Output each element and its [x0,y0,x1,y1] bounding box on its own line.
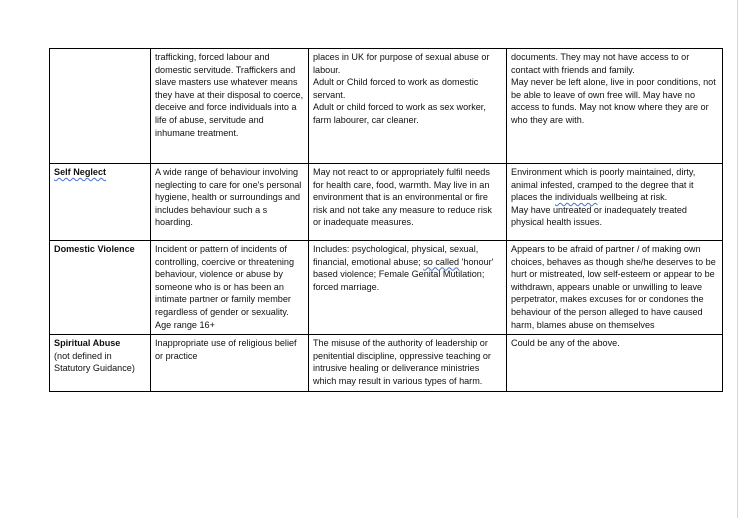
category-cell [50,164,151,241]
category-note: (not defined in Statutory Guidance) [54,350,135,374]
environment-cell [507,241,723,335]
definition-text: Inappropriate use of religious belief or practice [155,338,297,361]
table-row [50,164,723,241]
table-row [50,241,723,335]
indicator-text: Adult or Child forced to work as domestic servant. [313,77,479,100]
environment-cell [507,335,723,391]
definition-cell [151,164,309,241]
indicators-cell [309,164,507,241]
definition-text: Incident or pattern of incidents of controlling, coercive or threatening behaviour, violence or abuse by someone who is or has been an intimate partner or family member regardless of gender or sexuality. Age range 16+ [155,244,295,330]
definition-cell [151,49,309,164]
indicator-text: Adult or child forced to work as sex worker, farm labourer, car cleaner. [313,102,486,125]
spellcheck-flagged-word: so called [423,256,460,267]
environment-text-part: wellbeing at risk. [597,192,668,203]
table-row [50,49,723,164]
environment-cell [507,164,723,241]
environment-text: May never be left alone, live in poor conditions, not be able to leave of own free will. May have no access to funds. May not know where they are or who they are with. [511,77,716,125]
environment-text [511,166,718,204]
category-title: Spiritual Abuse [54,338,121,349]
definition-text: A wide range of behaviour involving neglecting to care for one's personal hygiene, health or surroundings and includes behaviour such a s hoarding. [155,167,302,228]
environment-text-part: Environment which is poorly maintained, dirty, animal infested, cramped to the degree that it places the [511,167,696,203]
category-cell [50,241,151,335]
indicator-text: May not react to or appropriately fulfil needs for health care, food, warmth. May live in an environment that is an environmental or fire risk and not take any measure to reduce risk or inadequate measures. [313,167,492,228]
environment-text: May have untreated or inadequately treated physical health issues. [511,204,687,228]
environment-text: Could be any of the above. [511,338,620,349]
indicator-text [313,243,502,293]
environment-text: Appears to be afraid of partner / of making own choices, behaves as though she/he deserves to be hurt or mistreated, low self-esteem or appear to be withdrawn, appears unable or unwilling to leave perpetrator, makes excuses for or condones the behaviour of the person alleged to have caused harm, blames abuse on themselves [511,244,716,330]
indicator-text: The misuse of the authority of leadership or penitential discipline, oppressive teaching or intrusive healing or deliverance ministries which may result in various types of harm. [313,338,491,386]
indicators-cell [309,49,507,164]
table-row [50,335,723,391]
indicator-text-part: 'honour' based violence; Female Genital Mutilation; forced marriage. [313,256,494,292]
category-cell [50,335,151,391]
indicators-cell [309,335,507,391]
abuse-types-table [49,48,723,392]
environment-text: documents. They may not have access to or contact with friends and family. [511,52,690,75]
indicator-text-part: Includes: psychological, physical, sexual, financial, emotional abuse; [313,244,479,267]
definition-cell [151,241,309,335]
category-cell [50,49,151,164]
spellcheck-flagged-word: individuals [554,192,598,203]
environment-cell [507,49,723,164]
definition-cell [151,335,309,391]
category-title: Self Neglect [54,167,107,177]
category-title: Domestic Violence [54,244,135,254]
indicator-text: places in UK for purpose of sexual abuse or labour. [313,52,490,75]
indicators-cell [309,241,507,335]
definition-text: trafficking, forced labour and domestic servitude. Traffickers and slave masters use whatever means they have at their disposal to coerce, deceive and force individuals into a life of abuse, servitude and inhumane treatment. [155,52,304,138]
